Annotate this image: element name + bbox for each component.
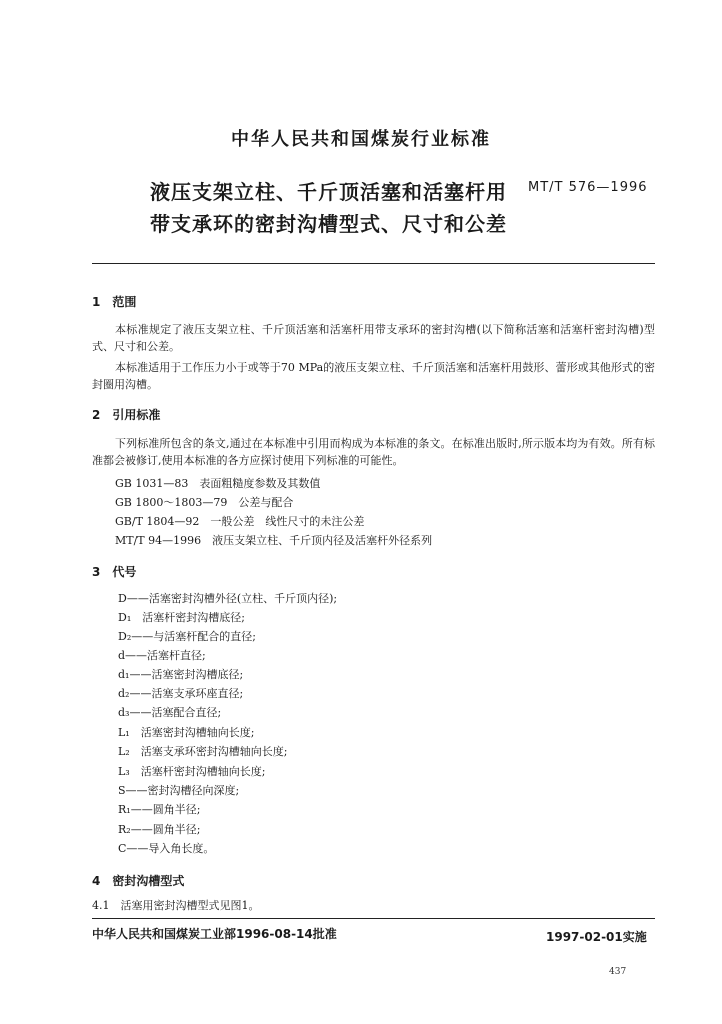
- symbol-definition: R₂——圆角半径;: [118, 823, 201, 836]
- symbol-definition: L₃ 活塞杆密封沟槽轴向长度;: [118, 765, 266, 778]
- title-line-2: 带支承环的密封沟槽型式、尺寸和公差: [150, 212, 507, 236]
- standard-number: MT/T 576—1996: [528, 180, 648, 195]
- symbol-definition: d₁——活塞密封沟槽底径;: [118, 668, 244, 681]
- effective-date: 1997-02-01实施: [546, 930, 647, 944]
- section-2-intro: 下列标准所包含的条文,通过在本标准中引用而构成为本标准的条文。在标准出版时,所示版本均为有效。所有标准都会被修订,使用本标准的各方应探讨使用下列标准的可能性。: [92, 437, 655, 467]
- reference-item: GB 1031—83 表面粗糙度参数及其数值: [115, 477, 321, 490]
- section-1-paragraph-1: 本标准规定了液压支架立柱、千斤顶活塞和活塞杆用带支承环的密封沟槽(以下简称活塞和活塞杆密封沟槽)型式、尺寸和公差。: [92, 323, 655, 353]
- symbol-definition: C——导入角长度。: [118, 842, 215, 855]
- reference-item: GB/T 1804—92 一般公差 线性尺寸的未注公差: [115, 515, 365, 528]
- approval-note: 中华人民共和国煤炭工业部1996-08-14批准: [92, 927, 337, 941]
- symbol-definition: L₁ 活塞密封沟槽轴向长度;: [118, 726, 255, 739]
- symbol-definition: d₃——活塞配合直径;: [118, 706, 222, 719]
- symbol-definition: d₂——活塞支承环座直径;: [118, 687, 244, 700]
- symbol-definition: d——活塞杆直径;: [118, 649, 206, 662]
- reference-item: GB 1800～1803—79 公差与配合: [115, 496, 294, 509]
- title-line-1: 液压支架立柱、千斤顶活塞和活塞杆用: [150, 180, 507, 204]
- section-4-heading: 4 密封沟槽型式: [92, 874, 185, 888]
- section-1-heading: 1 范围: [92, 295, 137, 309]
- section-4-1-text: 4.1 活塞用密封沟槽型式见图1。: [92, 899, 260, 912]
- symbol-definition: L₂ 活塞支承环密封沟槽轴向长度;: [118, 745, 288, 758]
- page-number: 437: [609, 967, 627, 977]
- title-rule: [92, 263, 655, 264]
- section-1-paragraph-2: 本标准适用于工作压力小于或等于70 MPa的液压支架立柱、千斤顶活塞和活塞杆用鼓形、蕾形或其他形式的密封圈用沟槽。: [92, 361, 655, 391]
- symbol-definition: S——密封沟槽径向深度;: [118, 784, 240, 797]
- symbol-definition: R₁——圆角半径;: [118, 803, 201, 816]
- symbol-definition: D₂——与活塞杆配合的直径;: [118, 630, 256, 643]
- symbol-definition: D——活塞密封沟槽外径(立柱、千斤顶内径);: [118, 592, 338, 605]
- symbol-definition: D₁ 活塞杆密封沟槽底径;: [118, 611, 245, 624]
- section-2-heading: 2 引用标准: [92, 408, 161, 422]
- reference-item: MT/T 94—1996 液压支架立柱、千斤顶内径及活塞杆外径系列: [115, 534, 433, 547]
- section-3-heading: 3 代号: [92, 565, 137, 579]
- org-title: 中华人民共和国煤炭行业标准: [231, 129, 491, 150]
- footer-rule: [92, 918, 655, 919]
